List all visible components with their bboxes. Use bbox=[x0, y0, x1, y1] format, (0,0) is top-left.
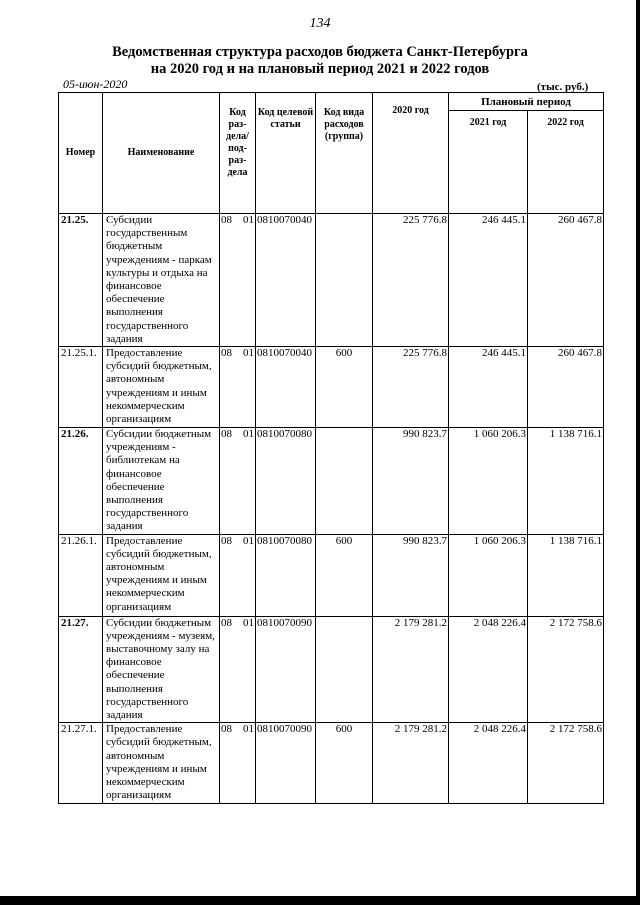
table-row bbox=[59, 723, 604, 803]
subsection-code: 01 bbox=[243, 428, 254, 441]
subsection-code: 01 bbox=[243, 214, 254, 226]
section-code: 08 bbox=[221, 347, 232, 360]
value-2020: 990 823.7 bbox=[373, 428, 449, 535]
value-2021: 246 445.1 bbox=[449, 347, 528, 428]
row-number: 21.26.1. bbox=[59, 534, 103, 616]
header-2021: 2021 год bbox=[449, 111, 528, 214]
page-frame-right bbox=[636, 0, 640, 905]
value-2021: 246 445.1 bbox=[449, 214, 528, 347]
expense-code bbox=[316, 214, 373, 347]
row-number: 21.26. bbox=[59, 428, 103, 535]
units-label: (тыс. руб.) bbox=[537, 81, 589, 93]
target-code: 0810070040 bbox=[256, 347, 316, 428]
document-date: 05-июн-2020 bbox=[63, 77, 128, 91]
header-expense-code: Код вида расходов (группа) bbox=[316, 93, 373, 214]
value-2022: 260 467.8 bbox=[528, 214, 604, 347]
header-planned-period: Плановый период bbox=[449, 93, 604, 111]
subsection-code: 01 bbox=[243, 616, 254, 629]
section-code: 08 bbox=[221, 616, 232, 629]
row-name: Субсидии бюджетным учреждениям - библиотекам на финансовое обеспечение выполнения государственного задания bbox=[103, 428, 220, 535]
subsection-code: 01 bbox=[243, 347, 254, 360]
header-section-code: Код раз-дела/ под-раз-дела bbox=[220, 93, 256, 214]
target-code: 0810070090 bbox=[256, 723, 316, 803]
row-name: Предоставление субсидий бюджетным, автономным учреждениям и иным некоммерческим организациям bbox=[103, 534, 220, 616]
value-2020: 225 776.8 bbox=[373, 214, 449, 347]
header-target-code: Код целевой статьи bbox=[256, 93, 316, 214]
value-2020: 990 823.7 bbox=[373, 534, 449, 616]
header-2020: 2020 год bbox=[373, 93, 449, 214]
header-number: Номер bbox=[59, 93, 103, 214]
section-code: 08 bbox=[221, 534, 232, 547]
value-2021: 1 060 206.3 bbox=[449, 428, 528, 535]
page-frame-bottom bbox=[0, 896, 640, 905]
value-2020: 2 179 281.2 bbox=[373, 723, 449, 803]
title-line-2: на 2020 год и на плановый период 2021 и 2022 годов bbox=[150, 61, 490, 77]
section-code: 08 bbox=[221, 723, 232, 736]
row-number: 21.25. bbox=[59, 214, 103, 347]
subsection-code: 01 bbox=[243, 723, 254, 736]
row-number: 21.27.1. bbox=[59, 723, 103, 803]
value-2022: 1 138 716.1 bbox=[528, 428, 604, 535]
budget-table bbox=[58, 92, 604, 804]
value-2020: 2 179 281.2 bbox=[373, 616, 449, 723]
value-2022: 260 467.8 bbox=[528, 347, 604, 428]
table-row bbox=[59, 428, 604, 535]
header-2022: 2022 год bbox=[528, 111, 604, 214]
subsection-code: 01 bbox=[243, 534, 254, 547]
expense-code: 600 bbox=[316, 534, 373, 616]
table-row bbox=[59, 347, 604, 428]
expense-code: 600 bbox=[316, 723, 373, 803]
row-number: 21.25.1. bbox=[59, 347, 103, 428]
value-2021: 2 048 226.4 bbox=[449, 616, 528, 723]
row-number: 21.27. bbox=[59, 616, 103, 723]
page-number: 134 bbox=[309, 16, 331, 31]
value-2022: 1 138 716.1 bbox=[528, 534, 604, 616]
section-code: 08 bbox=[221, 214, 232, 226]
expense-code bbox=[316, 616, 373, 723]
row-name: Субсидии бюджетным учреждениям - музеям, выставочному залу на финансовое обеспечение выполнения государственного задания bbox=[103, 616, 220, 723]
target-code: 0810070080 bbox=[256, 428, 316, 535]
row-name: Предоставление субсидий бюджетным, автономным учреждениям и иным некоммерческим организациям bbox=[103, 347, 220, 428]
value-2021: 2 048 226.4 bbox=[449, 723, 528, 803]
expense-code: 600 bbox=[316, 347, 373, 428]
value-2022: 2 172 758.6 bbox=[528, 723, 604, 803]
target-code: 0810070040 bbox=[256, 214, 316, 347]
row-name: Субсидии государственным бюджетным учреждениям - паркам культуры и отдыха на финансовое обеспечение выполнения государственного задания bbox=[103, 214, 220, 347]
document-title bbox=[0, 44, 640, 78]
table-row bbox=[59, 214, 604, 347]
table-row bbox=[59, 534, 604, 616]
header-name: Наименование bbox=[103, 93, 220, 214]
value-2022: 2 172 758.6 bbox=[528, 616, 604, 723]
value-2020: 225 776.8 bbox=[373, 347, 449, 428]
table-row bbox=[59, 616, 604, 723]
title-line-1: Ведомственная структура расходов бюджета Санкт-Петербурга bbox=[112, 44, 528, 60]
target-code: 0810070080 bbox=[256, 534, 316, 616]
target-code: 0810070090 bbox=[256, 616, 316, 723]
expense-code bbox=[316, 428, 373, 535]
value-2021: 1 060 206.3 bbox=[449, 534, 528, 616]
row-name: Предоставление субсидий бюджетным, автономным учреждениям и иным некоммерческим организациям bbox=[103, 723, 220, 803]
section-code: 08 bbox=[221, 428, 232, 441]
